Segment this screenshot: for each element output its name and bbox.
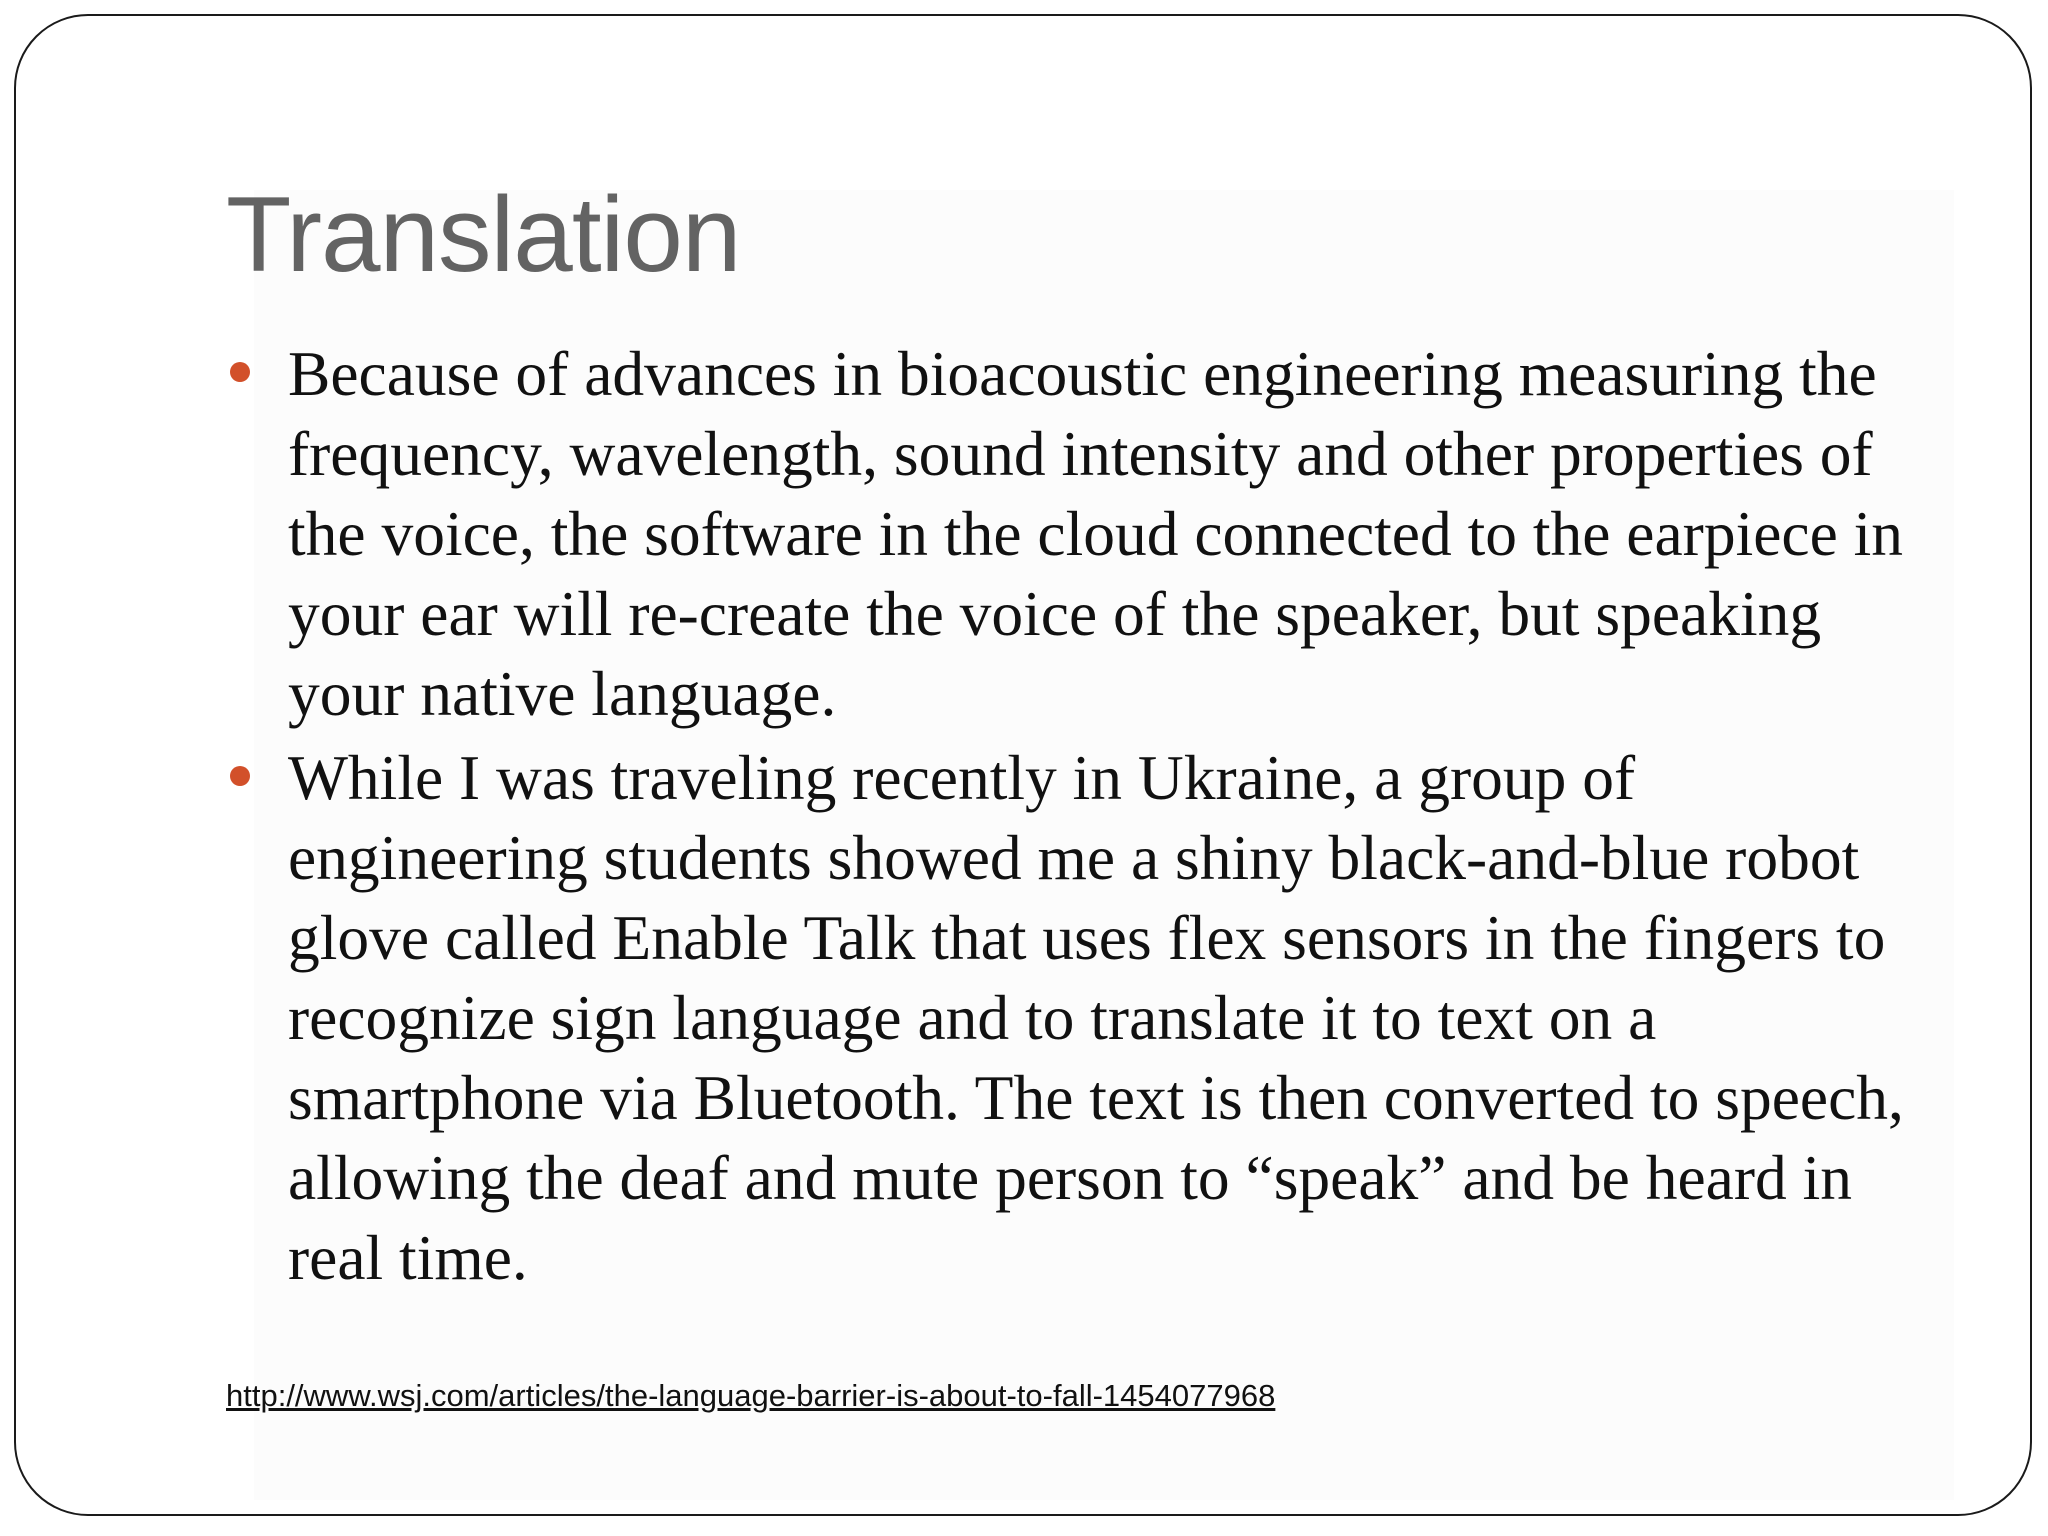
bullet-item [226,334,1946,734]
bullet-item [226,738,1946,1298]
bullet-dot-icon [230,362,250,382]
source-link[interactable]: http://www.wsj.com/articles/the-language-barrier-is-about-to-fall-1454077968 [226,1378,1276,1413]
bullet-dot-icon [230,766,250,786]
bullet-list [226,334,1946,1302]
bullet-text: Because of advances in bioacoustic engineering measuring the frequency, wavelength, sound intensity and other properties of the voice, the software in the cloud connected to the earpiece in your ear will re-create the voice of the speaker, but speaking your native language. [288,338,1904,729]
slide-title: Translation [226,174,741,294]
bullet-text: While I was traveling recently in Ukraine, a group of engineering students showed me a shiny black-and-blue robot glove called Enable Talk that uses flex sensors in the fingers to recognize sign language and to translate it to text on a smartphone via Bluetooth. The text is then converted to speech, allowing the deaf and mute person to “speak” and be heard in real time. [288,742,1904,1293]
